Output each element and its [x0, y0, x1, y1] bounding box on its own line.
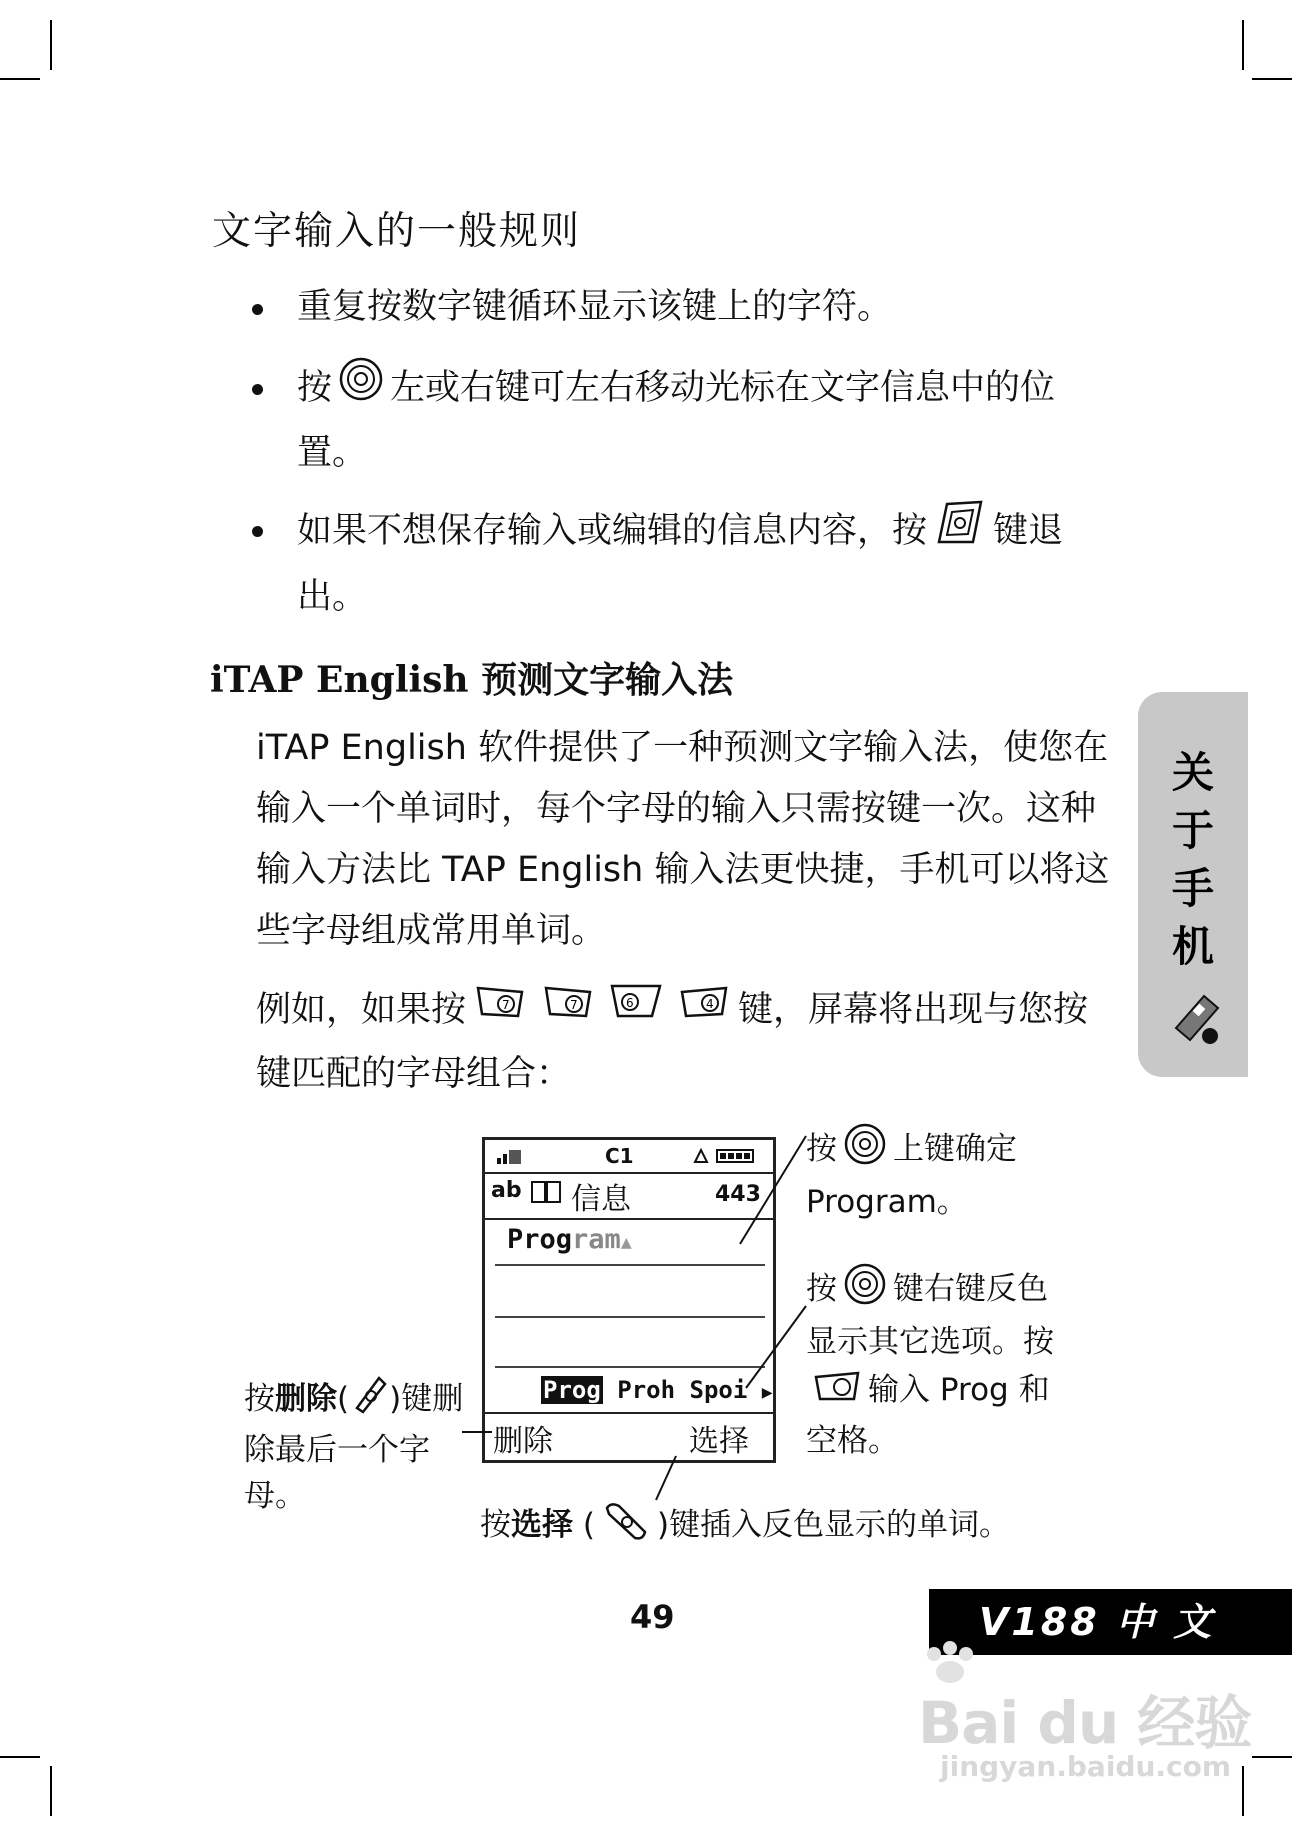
body-paragraph: iTAP English 软件提供了一种预测文字输入法，使您在输入一个单词时，每个字母的输入只需按键一次。这种输入方法比 TAP English 输入法更快捷，手机可以将这些字母组成常用单词。	[256, 728, 1110, 951]
annotation-mid-right	[806, 1262, 1056, 1464]
annotation-left	[244, 1374, 464, 1519]
annotation-bold: 选择	[511, 1507, 573, 1543]
line-indicator: C1	[605, 1144, 634, 1168]
right-arrow-icon: ▶	[761, 1382, 773, 1403]
annotation-text: )	[389, 1381, 402, 1417]
annotation-bold: 删除	[275, 1381, 337, 1417]
entry-rest: ram	[572, 1224, 621, 1255]
svg-text:7: 7	[502, 998, 510, 1012]
annotation-top-right	[806, 1122, 1056, 1225]
annotation-text: (	[573, 1507, 595, 1543]
annotation-text: 键删除最后一个字母。	[244, 1381, 464, 1514]
example-pre: 例如，如果按	[256, 990, 467, 1030]
bullet-text-post: 左或右键可左右移动光标在文字信息中的位置。	[297, 368, 1056, 473]
choice-others: Proh Spoi	[617, 1376, 748, 1404]
annotation-text: 按	[806, 1271, 837, 1307]
annotation-text: )	[656, 1507, 670, 1543]
key-star-icon	[812, 1365, 862, 1418]
up-arrow-icon: ▲	[620, 1232, 632, 1253]
softkey-right: 选择	[689, 1424, 749, 1459]
screen-title: 信息	[571, 1182, 631, 1217]
annotation-text: 按	[806, 1131, 837, 1167]
bullet-text-pre: 按	[297, 368, 333, 408]
choice-selected: Prog	[543, 1376, 601, 1404]
annotation-text: (	[337, 1381, 350, 1417]
bullet-text-pre: 如果不想保存输入或编辑的信息内容，按	[297, 511, 928, 551]
bullet-text: 重复按数字键循环显示该键上的字符。	[297, 287, 893, 327]
section-heading: 文字输入的一般规则	[212, 209, 582, 254]
watermark-url: jingyan.baidu.com	[940, 1750, 1232, 1783]
annotation-text: 按	[480, 1507, 511, 1543]
annotation-text: 输入 Prog 和空格。	[806, 1372, 1050, 1459]
annotation-text: 键右键反色显示其它选项。按	[806, 1271, 1054, 1360]
svg-text:4: 4	[706, 997, 714, 1011]
entry-bold: Prog	[507, 1224, 573, 1255]
side-tab-char: 于	[1171, 806, 1214, 855]
subsection-heading: iTAP English 预测文字输入法	[210, 659, 734, 701]
nav-key-icon	[843, 1262, 887, 1319]
example-post: 键，屏幕将出现与您按键匹配的字母组合：	[256, 990, 1089, 1094]
annotation-bottom	[480, 1498, 1080, 1555]
footer-model-label: V188 中 文	[929, 1589, 1292, 1655]
watermark-logo: Bai du 经验	[918, 1689, 1252, 1757]
input-mode: ab	[491, 1178, 522, 1203]
annotation-text: 按	[244, 1381, 275, 1417]
clear-key-icon	[349, 1374, 389, 1427]
page-number: 49	[630, 1598, 675, 1636]
softkey-left: 删除	[493, 1424, 553, 1459]
select-key-icon	[601, 1498, 651, 1555]
side-tab-char: 关	[1171, 748, 1214, 797]
bullet-text-post: 键退出。	[297, 511, 1064, 617]
annotation-text: 键插入反色显示的单词。	[669, 1507, 1011, 1543]
svg-text:6: 6	[626, 996, 634, 1010]
annotation-text: 上键确定 Program。	[806, 1131, 1017, 1220]
side-tab-char: 手	[1171, 864, 1214, 913]
side-tab-char: 机	[1171, 922, 1214, 971]
svg-text:7: 7	[570, 998, 578, 1012]
menu-key-icon	[843, 1122, 887, 1179]
char-count: 443	[715, 1182, 761, 1207]
